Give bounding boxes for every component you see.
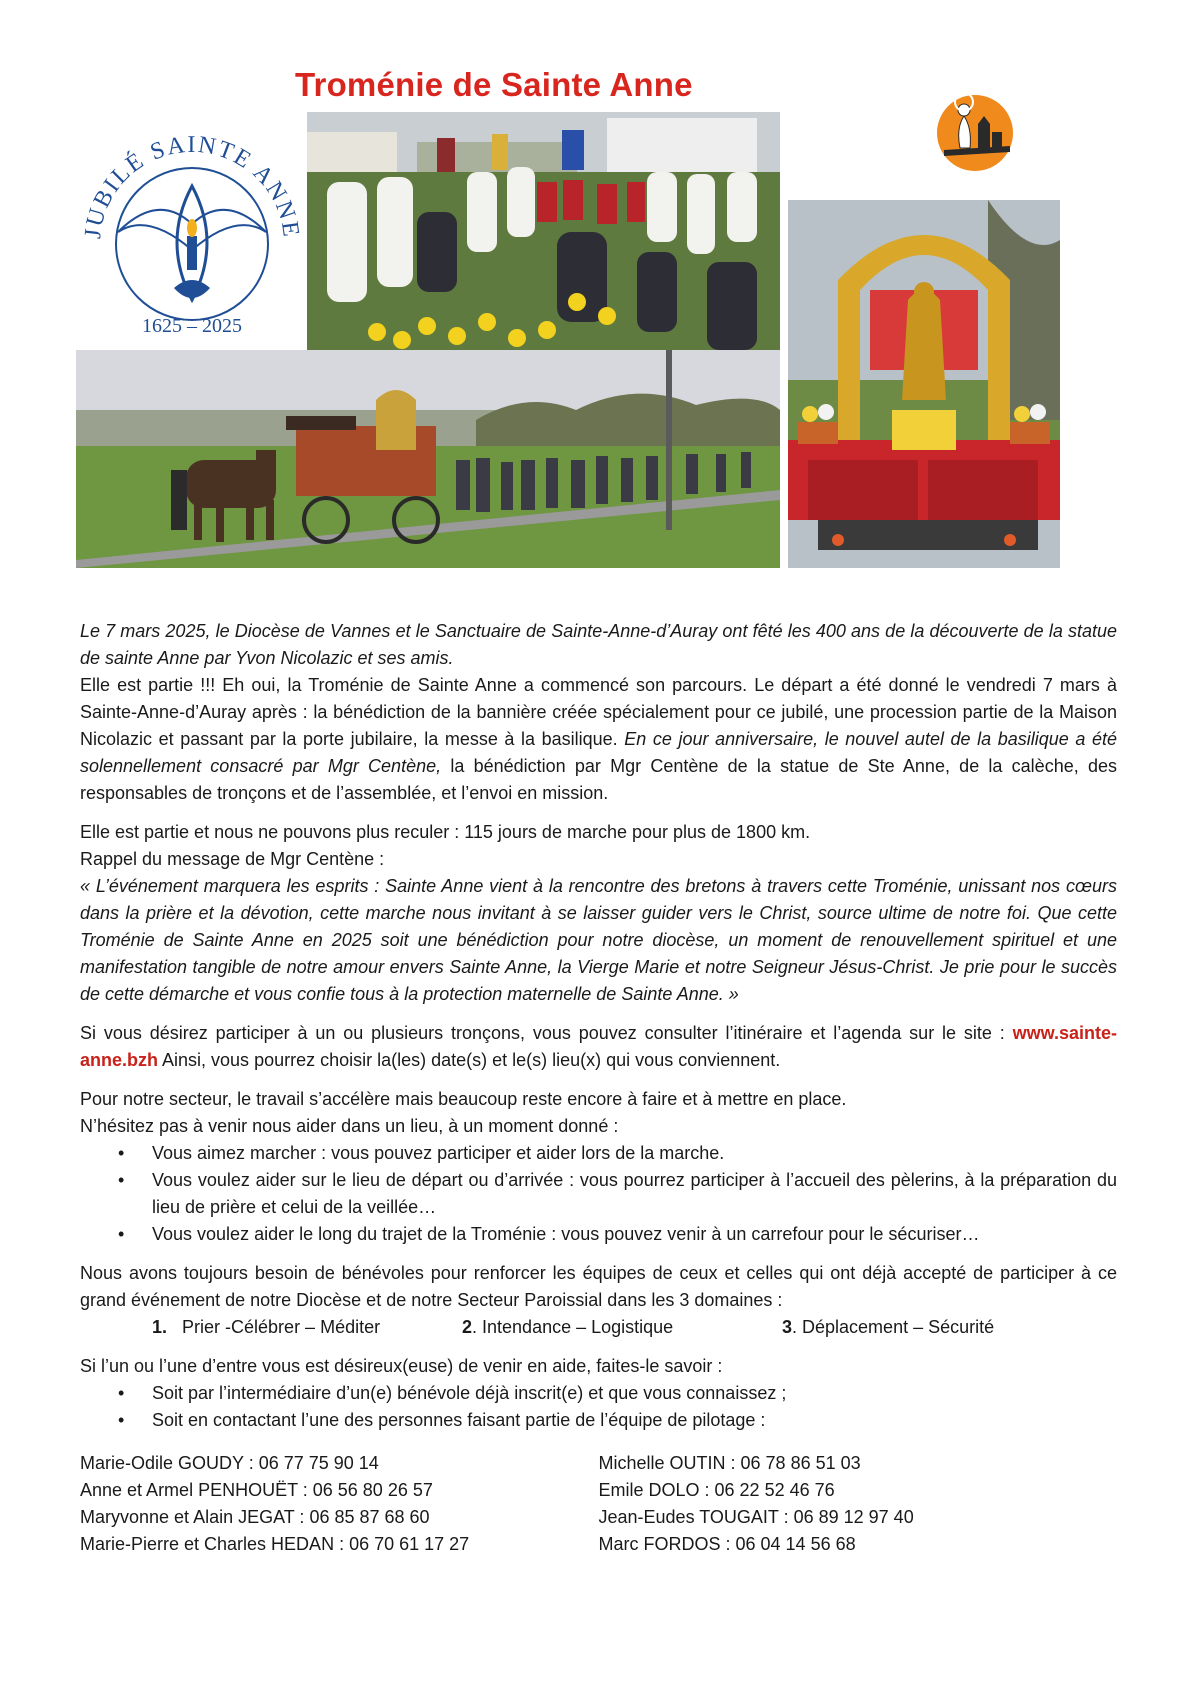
- list-item: • Vous voulez aider le long du trajet de la Troménie : vous pouvez venir à un carrefour pour le sécuriser…: [152, 1221, 1117, 1248]
- domains-list: [80, 1314, 1117, 1341]
- intro-paragraph: Le 7 mars 2025, le Diocèse de Vannes et le Sanctuaire de Sainte-Anne-d’Auray ont fêté les 400 ans de la découverte de la statue de sainte Anne par Yvon Nicolazic et ses amis.: [80, 621, 1117, 668]
- contacts-left-column: [80, 1450, 599, 1558]
- contact-line: Marie-Pierre et Charles HEDAN : 06 70 61 17 27: [80, 1534, 470, 1554]
- altar-consecration-text: En ce jour anniversaire, le nouvel autel de la basilique a été solennellement consacré par Mgr Centène,: [80, 729, 1117, 776]
- departure-text: Elle est partie !!! Eh oui, la Troménie de Sainte Anne a commencé son parcours. Le départ a été donné le vendredi 7 mars à Sainte-Anne-d’Auray après : la bénédiction de la bannière créée spécialement pour ce jubilé, une procession partie de la Maison Nicolazic et passant par la porte jubilaire, la messe à la basilique.: [80, 675, 1117, 749]
- help-paragraph: N’hésitez pas à venir nous aider dans un lieu, à un moment donné :: [80, 1116, 619, 1136]
- website-link[interactable]: www.sainte-anne.bzh: [80, 1023, 1117, 1070]
- logo-arc-text: JUBILÉ SAINTE ANNE: [80, 132, 305, 241]
- sector-paragraph: Pour notre secteur, le travail s’accélère mais beaucoup reste encore à faire et à mettre en place.: [80, 1089, 847, 1109]
- list-item: • Soit en contactant l’une des personnes faisant partie de l’équipe de pilotage :: [152, 1407, 1117, 1434]
- jubilee-logo: [78, 132, 306, 350]
- volunteers-paragraph: Nous avons toujours besoin de bénévoles pour renforcer les équipes de ceux et celles qui ont déjà accepté de participer à ce grand événement de notre Diocèse et de notre Secteur Paroissial dans les 3 domaines :: [80, 1263, 1117, 1310]
- list-item: • Vous voulez aider sur le lieu de départ ou d’arrivée : vous pourrez participer à l’accueil des pèlerins, à la préparation du lieu de prière et celui de la veillée…: [152, 1167, 1117, 1221]
- domain-item: 1. Prier -Célébrer – Méditer: [152, 1317, 381, 1337]
- distance-paragraph: Elle est partie et nous ne pouvons plus reculer : 115 jours de marche pour plus de 1800 km.: [80, 822, 811, 842]
- logo-years: 1625 – 2025: [142, 315, 242, 337]
- help-list: [80, 1140, 1117, 1248]
- list-item: • Vous aimez marcher : vous pouvez participer et aider lors de la marche.: [152, 1140, 1117, 1167]
- fish-candle-icon: [78, 132, 306, 350]
- contact-line: Marc FORDOS : 06 04 14 56 68: [598, 1534, 856, 1554]
- contact-line: Jean-Eudes TOUGAIT : 06 89 12 97 40: [598, 1507, 914, 1527]
- article-body: [80, 618, 1117, 1558]
- contact-line: Anne et Armel PENHOUËT : 06 56 80 26 57: [80, 1480, 433, 1500]
- crowd-procession-photo: [307, 112, 780, 350]
- sanctuary-statue-icon: [930, 88, 1016, 174]
- message-intro: Rappel du message de Mgr Centène :: [80, 849, 385, 869]
- contacts-right-column: [599, 1450, 1118, 1558]
- sanctuary-logo: [930, 88, 1016, 174]
- departure-paragraph: [80, 672, 1117, 807]
- choose-text: Ainsi, vous pourrez choisir la(les) date(s) et le(s) lieu(x) qui vous conviennent.: [158, 1050, 781, 1070]
- contacts-block: [80, 1450, 1117, 1558]
- contact-line: Michelle OUTIN : 06 78 86 51 03: [598, 1453, 861, 1473]
- contact-line: Emile DOLO : 06 22 52 46 76: [598, 1480, 835, 1500]
- domain-item: 3. Déplacement – Sécurité: [782, 1317, 995, 1337]
- blessing-text: la bénédiction par Mgr Centène de la statue de Ste Anne, de la calèche, des responsables de tronçons et de l’assemblée, et l’envoi en mission.: [80, 756, 1117, 803]
- page-title: Troménie de Sainte Anne: [295, 66, 693, 103]
- contact-line: Maryvonne et Alain JEGAT : 06 85 87 68 60: [80, 1507, 430, 1527]
- horse-carriage-procession-photo: [76, 350, 780, 568]
- statue-on-trailer-photo: [788, 200, 1060, 568]
- participate-text: Si vous désirez participer à un ou plusieurs tronçons, vous pouvez consulter l’itinéraire et l’agenda sur le site :: [80, 1023, 1005, 1043]
- contact-line: Marie-Odile GOUDY : 06 77 75 90 14: [80, 1453, 379, 1473]
- participate-paragraph: [80, 1020, 1117, 1074]
- bishop-quote: « L’événement marquera les esprits : Sainte Anne vient à la rencontre des bretons à travers cette Troménie, unissant nos cœurs dans la prière et la dévotion, cette marche nous invitant à se laisser guider vers le Christ, source ultime de notre foi. Que cette Troménie de Sainte Anne en 2025 soit une bénédiction pour notre diocèse, un moment de renouvellement spirituel et une manifestation tangible de notre amour envers Sainte Anne, la Vierge Marie et notre Seigneur Jésus-Christ. Je prie pour le succès de cette démarche et vous confie tous à la protection maternelle de Sainte Anne. »: [80, 876, 1117, 1004]
- contact-methods-list: [80, 1380, 1117, 1434]
- aid-paragraph: Si l’un ou l’une d’entre vous est désireux(euse) de venir en aide, faites-le savoir :: [80, 1356, 723, 1376]
- list-item: • Soit par l’intermédiaire d’un(e) bénévole déjà inscrit(e) et que vous connaissez ;: [152, 1380, 1117, 1407]
- domain-item: 2. Intendance – Logistique: [462, 1317, 674, 1337]
